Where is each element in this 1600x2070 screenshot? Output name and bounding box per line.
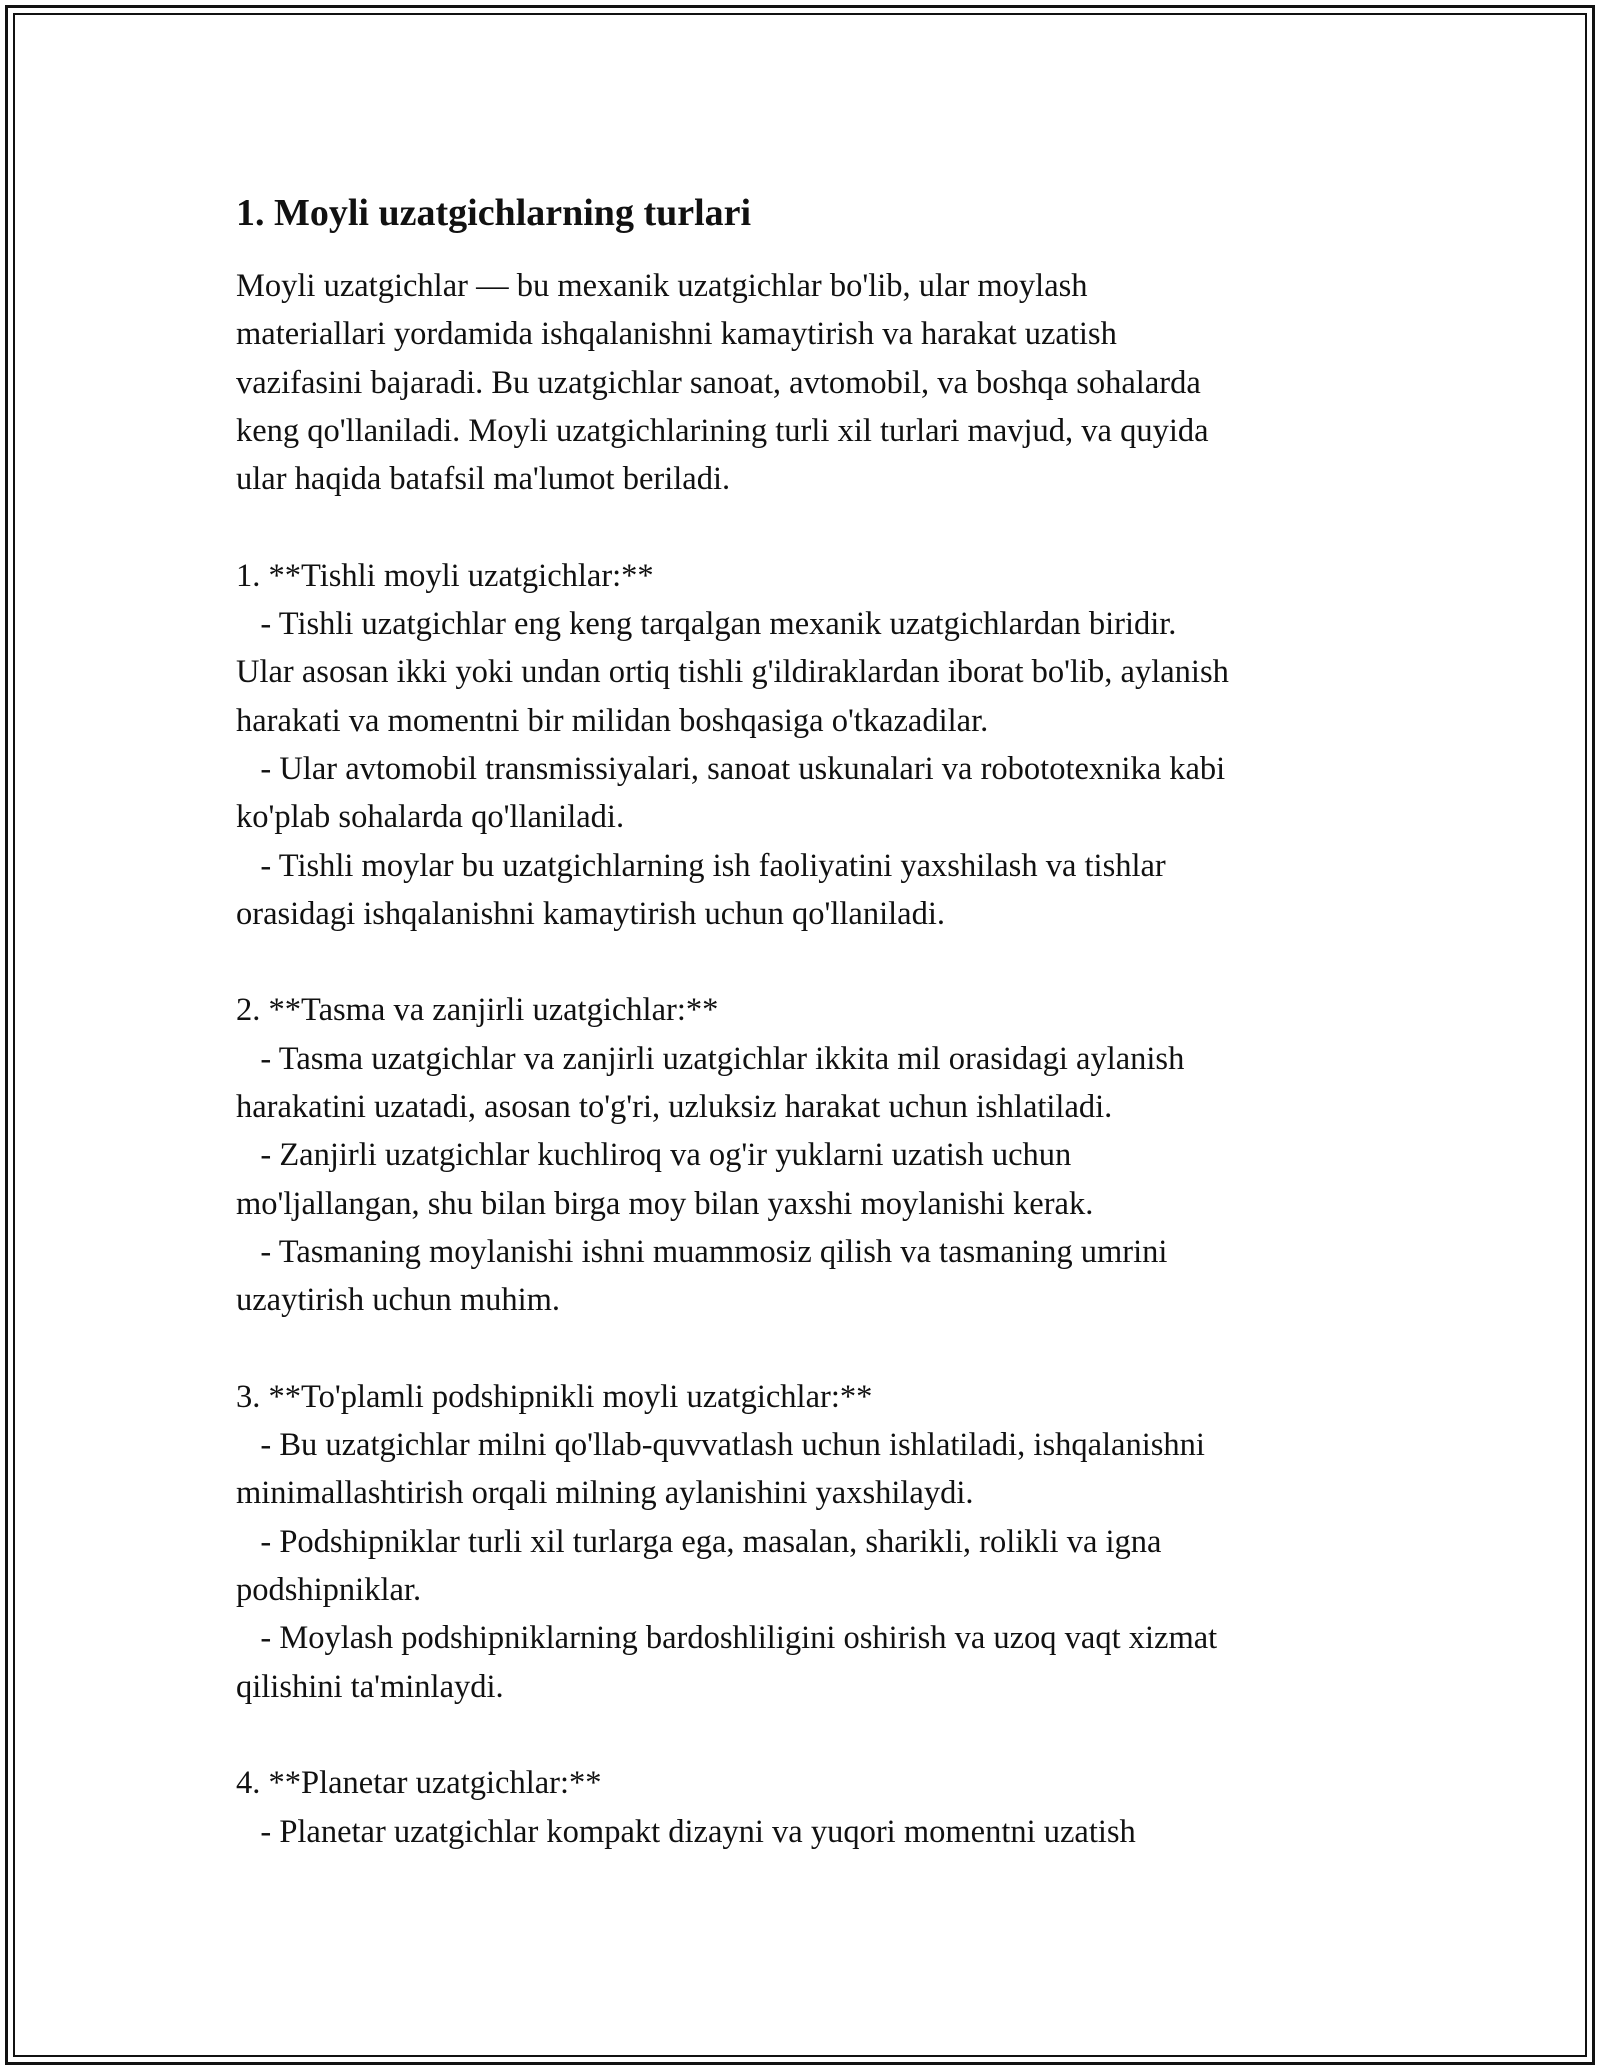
section-4 [236, 1759, 1376, 1856]
section-line: podshipniklar. [236, 1572, 422, 1609]
section-3 [236, 1373, 1376, 1711]
section-line: qilishini ta'minlaydi. [236, 1668, 504, 1705]
document-title: 1. Moyli uzatgichlarning turlari [236, 192, 752, 234]
section-heading: 3. **To'plamli podshipnikli moyli uzatgichlar:** [236, 1378, 873, 1415]
section-line: - Tasmaning moylanishi ishni muammosiz qilish va tasmaning umrini [236, 1233, 1168, 1270]
section-heading: 1. **Tishli moyli uzatgichlar:** [236, 557, 654, 594]
section-line: mo'ljallangan, shu bilan birga moy bilan yaxshi moylanishi kerak. [236, 1185, 1094, 1222]
section-line: - Bu uzatgichlar milni qo'llab-quvvatlash uchun ishlatiladi, ishqalanishni [236, 1427, 1205, 1464]
section-line: Ular asosan ikki yoki undan ortiq tishli g'ildiraklardan iborat bo'lib, aylanish [236, 654, 1229, 691]
section-line: - Planetar uzatgichlar kompakt dizayni va yuqori momentni uzatish [236, 1813, 1136, 1850]
document-body [236, 188, 1376, 1856]
intro-line: materiallari yordamida ishqalanishni kamaytirish va harakat uzatish [236, 316, 1117, 353]
section-line: harakatini uzatadi, asosan to'g'ri, uzluksiz harakat uchun ishlatiladi. [236, 1089, 1113, 1126]
section-line: minimallashtirish orqali milning aylanishini yaxshilaydi. [236, 1475, 974, 1512]
section-1 [236, 552, 1376, 938]
intro-line: ular haqida batafsil ma'lumot beriladi. [236, 461, 731, 498]
section-heading: 2. **Tasma va zanjirli uzatgichlar:** [236, 992, 719, 1029]
section-line: orasidagi ishqalanishni kamaytirish uchun qo'llaniladi. [236, 895, 945, 932]
section-line: - Tishli moylar bu uzatgichlarning ish faoliyatini yaxshilash va tishlar [236, 847, 1166, 884]
intro-line: vazifasini bajaradi. Bu uzatgichlar sanoat, avtomobil, va boshqa sohalarda [236, 364, 1201, 401]
section-line: - Zanjirli uzatgichlar kuchliroq va og'ir yuklarni uzatish uchun [236, 1137, 1072, 1174]
section-line: - Podshipniklar turli xil turlarga ega, masalan, sharikli, rolikli va igna [236, 1523, 1162, 1560]
intro-paragraph [236, 262, 1376, 503]
section-line: harakati va momentni bir milidan boshqasiga o'tkazadilar. [236, 702, 989, 739]
intro-line: Moyli uzatgichlar — bu mexanik uzatgichlar bo'lib, ular moylash [236, 268, 1088, 304]
section-line: - Ular avtomobil transmissiyalari, sanoat uskunalari va robototexnika kabi [236, 750, 1226, 787]
intro-line: keng qo'llaniladi. Moyli uzatgichlarining turli xil turlari mavjud, va quyida [236, 412, 1209, 449]
section-line: - Tasma uzatgichlar va zanjirli uzatgichlar ikkita mil orasidagi aylanish [236, 1040, 1185, 1077]
section-2 [236, 986, 1376, 1324]
section-line: uzaytirish uchun muhim. [236, 1282, 561, 1319]
section-line: - Tishli uzatgichlar eng keng tarqalgan mexanik uzatgichlardan biridir. [236, 606, 1177, 643]
section-line: - Moylash podshipniklarning bardoshliligini oshirish va uzoq vaqt xizmat [236, 1620, 1218, 1657]
section-heading: 4. **Planetar uzatgichlar:** [236, 1765, 602, 1802]
section-line: ko'plab sohalarda qo'llaniladi. [236, 799, 625, 836]
